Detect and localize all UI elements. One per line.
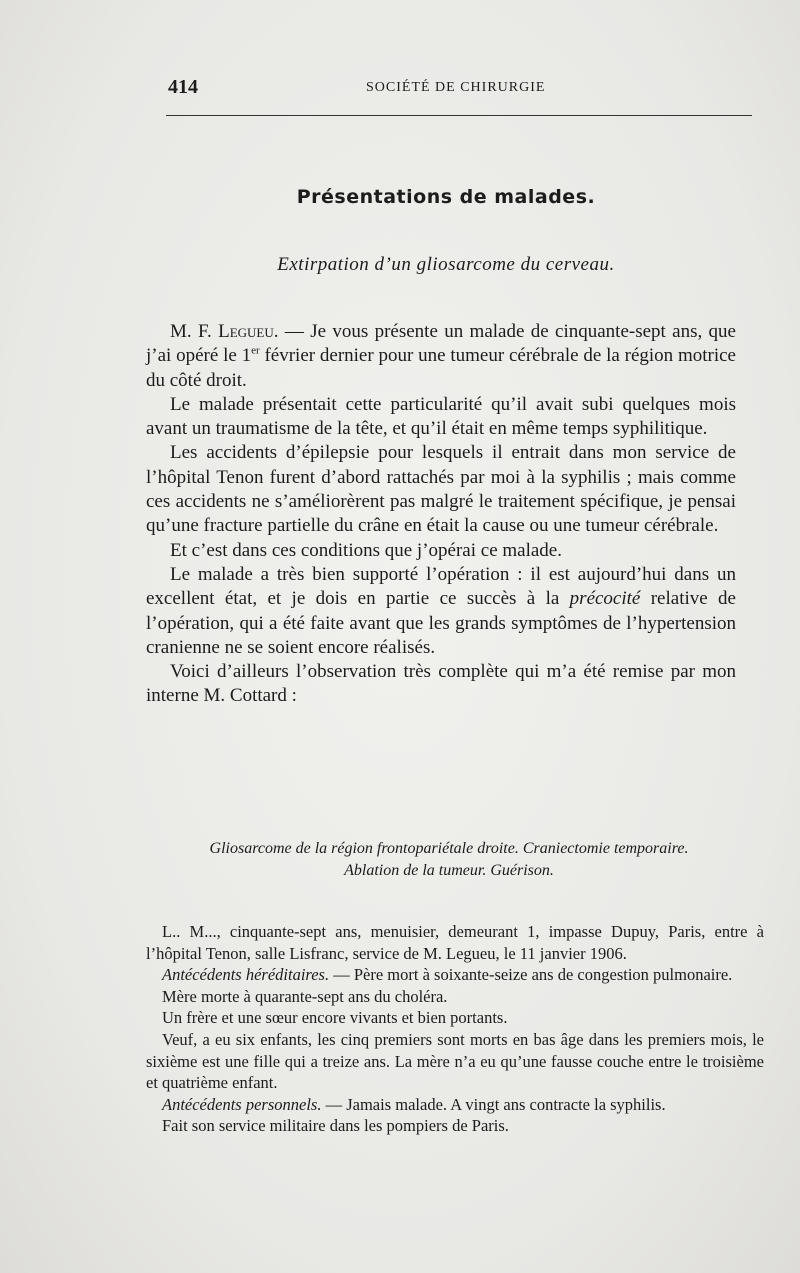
paragraph-text: Le malade a très bien supporté l’opération : il est aujourd’hui dans un excellent état, et je dois en partie ce succès à la — [146, 563, 736, 610]
paragraph-text: — Je vous présente un malade de cinquante-sept ans, que j’ai opéré le 1 — [146, 321, 736, 367]
emphasis: précocité — [569, 588, 641, 610]
page-number: 414 — [168, 76, 198, 98]
superscript: er — [251, 344, 260, 357]
paragraph-text: — Père mort à soixante-seize ans de congestion pulmonaire. — [329, 965, 733, 985]
section-title: Présentations de malades. — [296, 186, 596, 208]
paragraph: L.. M..., cinquante-sept ans, menuisier, demeurant 1, impasse Dupuy, Paris, entre à l’hôpital Tenon, salle Lisfranc, service de M. Legueu, le 11 janvier 1906. — [146, 922, 764, 963]
observation-title-line: Ablation de la tumeur. Guérison. — [344, 862, 554, 879]
paragraph: Voici d’ailleurs l’observation très complète qui m’a été remise par mon interne M. Cottard : — [146, 661, 736, 707]
paragraph: Et c’est dans ces conditions que j’opérai ce malade. — [170, 539, 562, 561]
header-rule — [166, 115, 752, 116]
subheading: Antécédents héréditaires. — [162, 965, 330, 985]
paragraph: Le malade présentait cette particularité qu’il avait subi quelques mois avant un traumatisme de la tête, et qu’il était en même temps syphilitique. — [146, 393, 736, 440]
observation-text — [146, 921, 764, 1137]
paragraph: Fait son service militaire dans les pompiers de Paris. — [162, 1116, 509, 1136]
running-head: SOCIÉTÉ DE CHIRURGIE — [366, 80, 546, 95]
case-title: Extirpation d’un gliosarcome du cerveau. — [277, 254, 615, 275]
paragraph — [146, 964, 764, 986]
page-header — [146, 76, 752, 104]
author-name: M. F. Legueu. — [170, 321, 279, 342]
paragraph-text: relative de l’opération, qui a été faite avant que les grands symptômes de l’hypertension cranienne ne se soient encore réalisés. — [146, 588, 736, 658]
paragraph: Veuf, a eu six enfants, les cinq premiers sont morts en bas âge dans les premiers mois, le sixième est une fille qui a treize ans. La mère n’a eu qu’une fausse couche entre le troisième et quatrième enfant. — [146, 1029, 764, 1093]
observation-title-line: Gliosarcome de la région frontopariétale droite. Craniectomie temporaire. — [209, 840, 689, 857]
body-text — [146, 320, 736, 709]
paragraph-text: février dernier pour une tumeur cérébrale de la région motrice du côté droit. — [146, 345, 736, 391]
observation-title — [146, 838, 752, 882]
paragraph — [146, 1094, 764, 1116]
paragraph: Mère morte à quarante-sept ans du choléra. — [162, 986, 448, 1006]
subheading: Antécédents personnels. — [162, 1094, 322, 1114]
paragraph — [146, 320, 736, 393]
paragraph — [146, 563, 736, 660]
paragraph: Un frère et une sœur encore vivants et bien portants. — [162, 1008, 508, 1028]
paragraph: Les accidents d’épilepsie pour lesquels il entrait dans mon service de l’hôpital Tenon furent d’abord rattachés par moi à la syphilis ; mais comme ces accidents ne s’améliorèrent pas malgré le traitement spécifique, je pensai qu’une fracture partielle du crâne en était la cause ou une tumeur cérébrale. — [146, 442, 736, 537]
paragraph-text: — Jamais malade. A vingt ans contracte la syphilis. — [321, 1094, 666, 1114]
